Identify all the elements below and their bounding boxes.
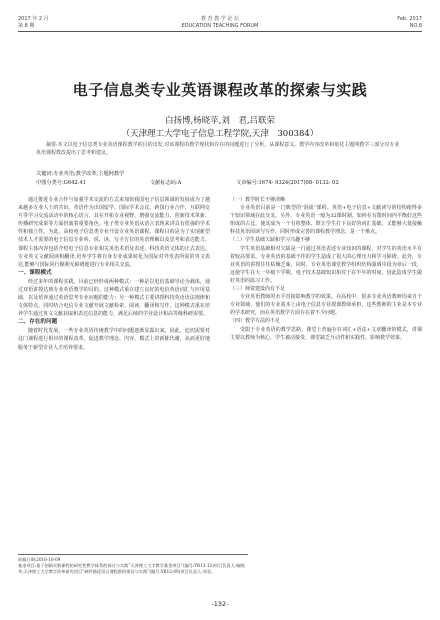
paragraph: 专业英语教师的水平直接影响教学的效果。在高校中，很多专业英语教师均来自于专业领域，他们的专业基本上由电子信息专业授课教师承担，这些教师的主业是本专业的学术研究，而在英语教学方面存在着不少问题。	[230, 294, 422, 317]
running-header	[18, 16, 422, 38]
left-column	[18, 196, 210, 352]
section-heading: 一、课程模式	[18, 269, 52, 276]
header-journal	[18, 16, 422, 29]
header-number: NO.8	[409, 22, 422, 29]
paragraph: 随着时代发展，一些专业英语传统教学中的问题逐渐显露出来。因此，迫切需要对这门课程进行相应的课程改革，促进教学理念、内容、模式上的新陈代谢，从而更好地服务于新型专业人才培养要求。	[18, 328, 210, 351]
article-keywords: 关键词:专业英语;教学改革;主题网教学	[36, 171, 125, 177]
paragraph: 专业英语目前是一门典型的“混血”课程。英语+电子信息+文献读写的结构使得多个知识领域在此交叉。另外，专业英语一般为32课时制。如何在有限时间内平衡好这些组成的占比，使其成为一个有机整体，既让学生打下良好的词汇基础，又能够大量接触科技英语阅读与写作，同时形成完善的课程教学理念，是一个难点。	[230, 205, 422, 236]
paragraph: 经过多年的课程实践，目前已经形成两种模式：一种是以电信基础导论为载体，通过双语讲授达到专业英语教学的目的。这种模式重在建立良好的电信英语词汇与应用基础，以及培养通过英语思考专业问题的能力；另一种模式主要讲授科技英语语法规律和文体特点，同时结合电信专业文献开展文献检索、阅读、翻译和写作。这种模式重在培养学生通过英文文献获取和表达信息的能力，满足后续的学业设计和高等级科研需要。	[18, 278, 210, 318]
article-authors: 白扬博,杨晓苹,刘 君,吕联荣	[164, 116, 276, 126]
footnote-fund: 基金项目:基于创新实践课程的研究性教学体系的探讨与实践“天津理工大学教学基金项目”(编号:YB13-12)项目负责人:杨晓苹;天津理工大学教学改革研究项目“硬件描述语言课程群的建设与实践”(编号:YB12-09)项目负责人:刘君。	[18, 563, 245, 574]
paragraph: 学生英语基础相对欠缺是一门通过英语表述专业知识的课程，对学生的英语水平有着较高要求。专业英语的基础不佳的学生造成了很大的心理压力和学习障碍。此外，专业英语的讲授往往枯燥乏味，同时，专业英语课堂教学组织结构强调中段为章后一段，这使学生在大一年级下学期，电子技术基础知识相对于在半年的时间，因此造成学生做好英语的温习工作。	[230, 245, 422, 284]
header-right	[397, 16, 422, 29]
header-journal-cn: 教 育 教 学 论 坛	[201, 16, 239, 22]
right-column	[230, 196, 422, 342]
paragraph: 受限于专业英语的教学思路，课堂上普遍存在词汇+语法+文章翻译的模式，讲课主要以教师为核心，学生被动接受，课堂缺乏互动性和实践性，影响教学效果。	[230, 326, 422, 341]
article-clc: 中图分类号:G642.41	[36, 180, 86, 186]
header-date: 2017 年 2 月	[18, 16, 49, 22]
subsection-heading: （二）学生基础欠缺和学习兴趣不够	[230, 237, 311, 244]
header-journal-en: EDUCATION TEACHING FORUM	[181, 22, 259, 29]
subsection-heading: （三）师资建设尚有不足	[230, 286, 286, 293]
article-affiliation: （天津理工大学电子信息工程学院,天津 300384）	[121, 129, 319, 139]
article-title: 电子信息类专业英语课程改革的探索与实践	[72, 81, 368, 99]
header-date-en: Feb. 2017	[397, 16, 422, 22]
subsection-heading: （一）教学时长不够清晰	[230, 197, 286, 203]
subsection-heading: （四）教学方法的不足	[230, 318, 281, 325]
header-issue: 第 8 期	[18, 22, 35, 29]
page-number: -132-	[211, 600, 229, 608]
article-doc-code: 文献标志码:A	[150, 180, 182, 186]
footnote	[18, 554, 248, 575]
article-number: 文章编号:1674- 9324(2017)08- 0132- 02	[236, 180, 339, 186]
paragraph: 通过推进专业合作与加强学术交流的方式来加快我国电子信息领域的发展成为了越来越多专业人士的共识。英语作为出国留学、国际学术会议、跨国行业合作、互联网交互等学习交流活动中的核心语言，其在开拓专业视野、增强交流能力、创新技术革新、传播研究成果等方面扮演着重要角色。电子类专业英语从语言表现来讲具有很强的学术性和独立性。为此，高校电子信息类专业开设专业英语课程。课程目的是为了实现新型技术人才需要的电子信息专业听、说、读、写全方位的英语理解以及思考和表达能力。课程主体内容包括介绍电子信息专业相关英语术语及表述、科技英语文体的正式表达、专业英文文献阅读和翻译,培养学生将自身专业成果转化为国际对外发表所需的英文表达,能够与国际同行顺利无障碍地进行专业相关交流。	[18, 197, 210, 268]
article-abstract: 摘要:本文以电子信息类专业英语课程教学的目的出发,对该课程的教学现状和存在的问题进行了分析，从课程意义、教学内容改革和依托主题网教学三部分对专业英语课程教改提出了思考和建议。	[36, 142, 400, 156]
footnote-received: 收稿日期:2016-10-09	[18, 557, 61, 562]
header-rule	[18, 31, 422, 32]
section-heading: 二、存在的问题	[18, 319, 58, 326]
